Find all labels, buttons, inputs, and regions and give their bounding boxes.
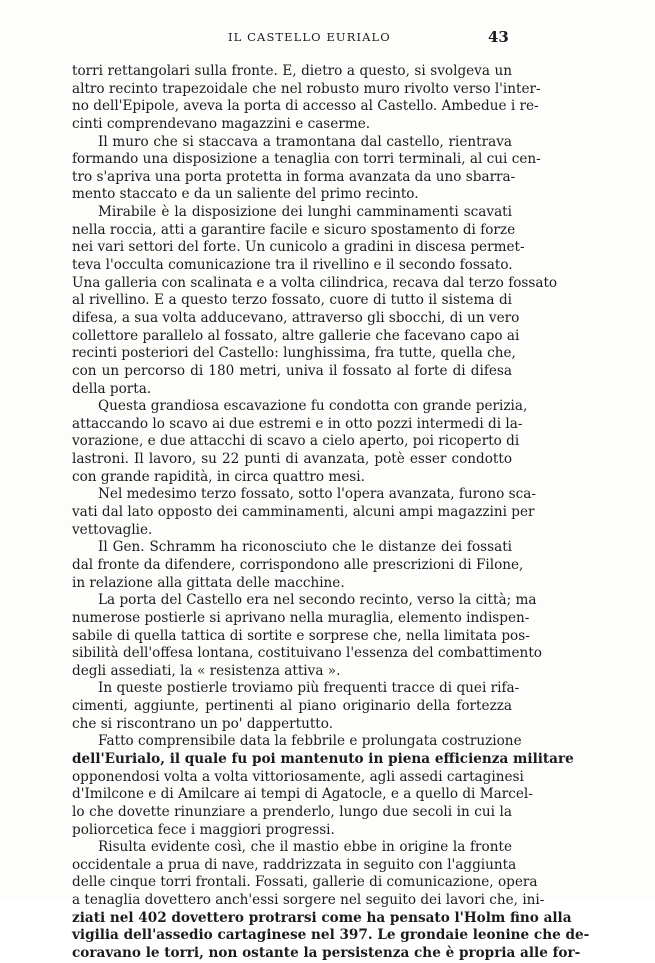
text-line: vigilia dell'assedio cartaginese nel 397. Le grondaie leonine che de- [72, 927, 590, 944]
text-line: Nel medesimo terzo fossato, sotto l'opera avanzata, furono sca- [98, 486, 536, 503]
text-line: ziati nel 402 dovettero protrarsi come ha pensato l'Holm fino alla [72, 909, 572, 926]
text-line: Fatto comprensibile data la febbrile e prolungata costruzione [98, 733, 522, 750]
text-line: tro s'apriva una porta protetta in forma avanzata da uno sbarra- [72, 168, 516, 185]
page-number: 43 [488, 28, 509, 46]
text-line: altro recinto trapezoidale che nel robusto muro rivolto verso l'inter- [72, 80, 541, 97]
text-line: degli assediati, la « resistenza attiva ». [72, 662, 341, 679]
text-line: In queste postierle troviamo più frequenti tracce di quei rifa- [98, 680, 520, 697]
text-line: no dell'Epipole, aveva la porta di accesso al Castello. Ambedue i re- [72, 98, 539, 115]
text-line: in relazione alla gittata delle macchine. [72, 574, 345, 591]
text-line: dell'Eurialo, il quale fu poi mantenuto in piena efficienza militare [72, 750, 574, 767]
text-line: lastroni. Il lavoro, su 22 punti di avanzata, potè esser condotto [72, 451, 512, 468]
text-line: nella roccia, atti a garantire facile e sicuro spostamento di forze [72, 221, 516, 238]
running-header [0, 30, 655, 50]
text-line: La porta del Castello era nel secondo recinto, verso la città; ma [98, 592, 537, 609]
body-text [72, 63, 590, 963]
text-line: Una galleria con scalinata e a volta cilindrica, recava dal terzo fossato [72, 274, 558, 291]
text-line: con un percorso di 180 metri, univa il fossato al forte di difesa [72, 362, 512, 379]
text-line: nei vari settori del forte. Un cunicolo a gradini in discesa permet- [72, 239, 525, 256]
text-line: torri rettangolari sulla fronte. E, dietro a questo, si svolgeva un [72, 63, 512, 79]
text-line: Questa grandiosa escavazione fu condotta con grande perizia, [98, 398, 528, 415]
text-line: formando una disposizione a tenaglia con torri terminali, al cui cen- [72, 151, 541, 168]
text-line: teva l'occulta comunicazione tra il rivellino e il secondo fossato. [72, 257, 513, 274]
text-line: difesa, a sua volta adducevano, attraverso gli sbocchi, di un vero [72, 309, 520, 326]
text-line: vati dal lato opposto dei camminamenti, alcuni ampi magazzini per [72, 504, 535, 521]
text-line: della porta. [72, 380, 152, 397]
text-line: recinti posteriori del Castello: lunghissima, fra tutte, quella che, [72, 345, 516, 362]
text-line: dal fronte da difendere, corrispondono alle prescrizioni di Filone, [72, 556, 524, 573]
text-line: lo che dovette rinunziare a prenderlo, lungo due secoli in cui la [72, 803, 512, 820]
text-line: vettovaglie. [72, 521, 153, 538]
text-line: al rivellino. E a questo terzo fossato, cuore di tutto il sistema di [72, 292, 512, 309]
text-line: opponendosi volta a volta vittoriosamente, agli assedi cartaginesi [72, 768, 524, 785]
text-line: poliorcetica fece i maggiori progressi. [72, 821, 335, 838]
text-line: cinti comprendevano magazzini e caserme. [72, 115, 371, 132]
text-line: con grande rapidità, in circa quattro mesi. [72, 468, 365, 485]
text-line: coravano le torri, non ostante la persistenza che è propria alle for- [72, 945, 581, 962]
text-line: a tenaglia dovettero anch'essi sorgere nel seguito dei lavori che, ini- [72, 892, 545, 909]
text-line: mento staccato e da un saliente del primo recinto. [72, 186, 419, 203]
text-line: che si riscontrano un po' dappertutto. [72, 715, 334, 732]
text-line: sabile di quella tattica di sortite e sorprese che, nella limitata pos- [72, 627, 530, 644]
text-line: cimenti, aggiunte, pertinenti al piano originario della fortezza [72, 698, 512, 715]
text-line: collettore parallelo al fossato, altre gallerie che facevano capo ai [72, 327, 520, 344]
text-line: numerose postierle si aprivano nella muraglia, elemento indispen- [72, 609, 530, 626]
text-line: Risulta evidente così, che il mastio ebbe in origine la fronte [98, 839, 512, 856]
running-title: IL CASTELLO EURIALO [228, 30, 391, 44]
text-line: occidentale a prua di nave, raddrizzata in seguito con l'aggiunta [72, 856, 517, 873]
text-line: vorazione, e due attacchi di scavo a cielo aperto, poi ricoperto di [72, 433, 520, 450]
text-line: Il Gen. Schramm ha riconosciuto che le distanze dei fossati [98, 539, 512, 556]
text-line: sibilità dell'offesa lontana, costituivano l'essenza del combattimento [72, 645, 542, 662]
text-line: delle cinque torri frontali. Fossati, gallerie di comunicazione, opera [72, 874, 538, 891]
text-line: Mirabile è la disposizione dei lunghi camminamenti scavati [98, 204, 512, 221]
text-line: attaccando lo scavo ai due estremi e in otto pozzi intermedi di la- [72, 415, 523, 432]
text-line: d'Imilcone e di Amilcare ai tempi di Agatocle, e a quello di Marcel- [72, 786, 533, 803]
text-line: Il muro che si staccava a tramontana dal castello, rientrava [98, 133, 512, 150]
